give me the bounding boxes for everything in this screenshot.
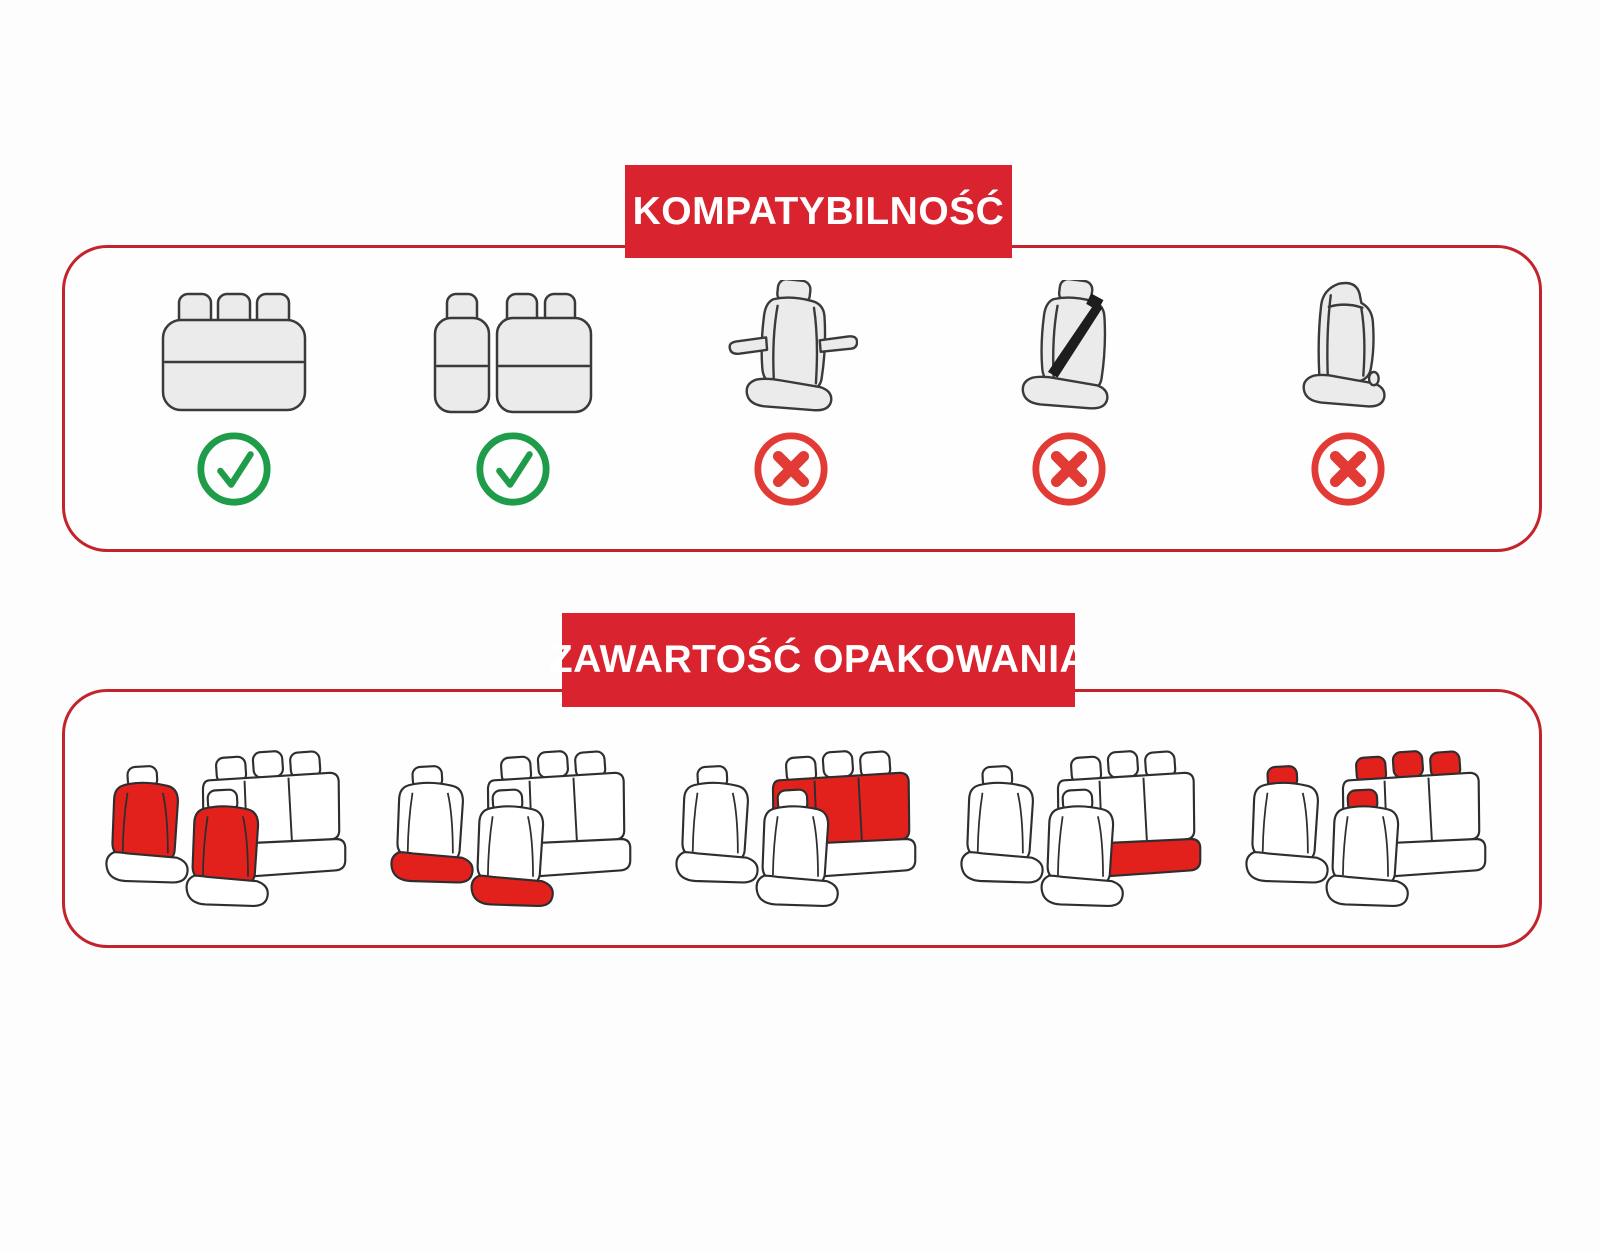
check-icon (195, 430, 273, 508)
compat-item-split-bench (373, 282, 651, 549)
package-contents-panel (62, 689, 1542, 948)
package-contents-title: ZAWARTOŚĆ OPAKOWANIA (548, 638, 1089, 681)
pkg-item-rear-cushion (939, 739, 1224, 915)
compatibility-banner (625, 165, 1012, 258)
seat-illustration (1002, 282, 1136, 414)
seat-illustration (1281, 282, 1415, 414)
cross-icon (752, 430, 830, 508)
seat-illustration (159, 282, 309, 414)
seat-set-front-cushions-icon (383, 739, 639, 915)
split-rear-bench-seat-icon (433, 292, 593, 414)
seat-illustration (433, 282, 593, 414)
check-icon (474, 430, 552, 508)
pkg-item-front-backrests (83, 739, 368, 915)
cross-icon (1030, 430, 1108, 508)
seat-set-front-backrests-icon (98, 739, 354, 915)
cross-icon (1309, 430, 1387, 508)
seat-set-rear-backrest-icon (668, 739, 924, 915)
bucket-seat-icon (1281, 280, 1415, 414)
seat-with-armrests-icon (724, 280, 858, 414)
compatibility-title: KOMPATYBILNOŚĆ (632, 189, 1005, 233)
package-contents-banner (548, 613, 1089, 707)
pkg-item-front-cushions (368, 739, 653, 915)
compat-item-rear-bench (95, 282, 373, 549)
seat-set-headrests-icon (1238, 739, 1494, 915)
rear-bench-seat-icon (159, 292, 309, 414)
compat-item-bucket-seat (1209, 282, 1487, 549)
seat-with-integrated-belt-icon (1002, 280, 1136, 414)
pkg-item-headrests (1224, 739, 1509, 915)
seat-set-rear-cushion-icon (953, 739, 1209, 915)
compat-item-armrest-seat (652, 282, 930, 549)
compatibility-panel (62, 245, 1542, 552)
compat-item-belt-seat (930, 282, 1208, 549)
seat-illustration (724, 282, 858, 414)
pkg-item-rear-backrest (653, 739, 938, 915)
